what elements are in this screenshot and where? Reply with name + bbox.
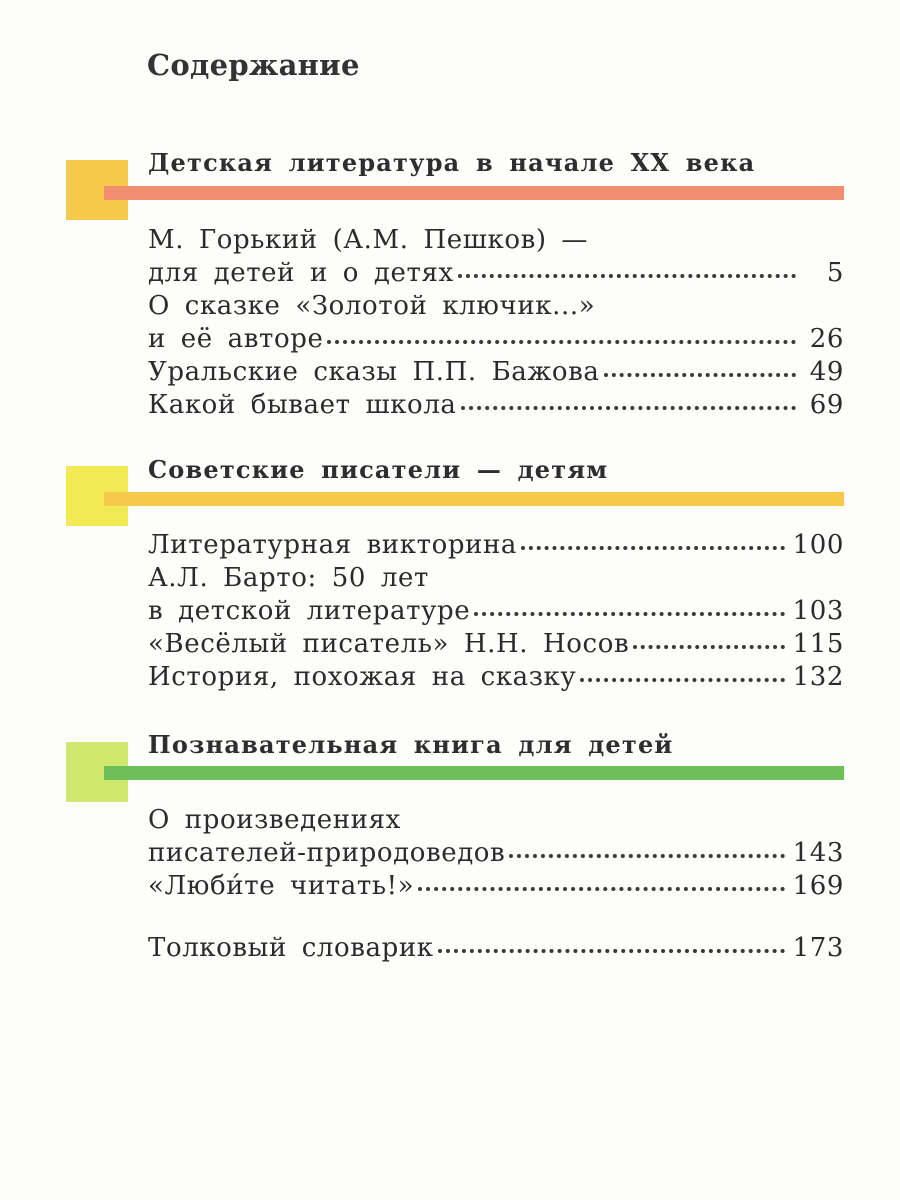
page-number: 26 [809, 324, 844, 354]
entry-line [148, 257, 844, 290]
section-1-bar [104, 186, 844, 200]
page-number: 69 [809, 390, 844, 420]
leader-dots [521, 546, 785, 550]
entry-text: и её авторе [148, 324, 324, 354]
page-number: 100 [792, 530, 844, 560]
entry-text: писателей-природоведов [148, 838, 506, 868]
leader-dots [474, 612, 784, 616]
entry-line [148, 804, 844, 837]
entry-text: «Люби́те читать!» [148, 871, 415, 901]
entry-text: Толковый словарик [148, 933, 434, 963]
leader-dots [580, 678, 784, 682]
entry-line [148, 389, 844, 422]
entry-text: Уральские сказы П.П. Бажова [148, 357, 600, 387]
section-2-entries [148, 529, 844, 694]
section-3-bar [104, 766, 844, 780]
entry-line [148, 529, 844, 562]
entry-line [148, 661, 844, 694]
entry-text: Литературная викторина [148, 530, 518, 560]
page-number: 132 [792, 662, 844, 692]
entry-text: в детской литературе [148, 596, 471, 626]
page-title: Содержание [147, 48, 360, 82]
leader-dots [458, 274, 796, 278]
entry-line [148, 562, 844, 595]
leader-dots [418, 887, 784, 891]
page-number: 115 [792, 629, 844, 659]
entry-line [148, 323, 844, 356]
section-1-entries [148, 224, 844, 422]
leader-dots [604, 373, 796, 377]
entry-line [148, 628, 844, 661]
leader-dots [461, 406, 796, 410]
entry-text: О сказке «Золотой ключик...» [148, 291, 596, 321]
page-number: 143 [792, 838, 844, 868]
entry-text: О произведениях [148, 805, 401, 835]
entry-line [148, 356, 844, 389]
page-number: 173 [792, 933, 844, 963]
leader-dots [438, 949, 785, 953]
leader-dots [327, 340, 796, 344]
page-number: 103 [792, 596, 844, 626]
section-2-title: Советские писатели — детям [148, 455, 609, 484]
section-3-title: Познавательная книга для детей [148, 730, 674, 759]
entry-line [148, 224, 844, 257]
entry-text: «Весёлый писатель» Н.Н. Носов [148, 629, 630, 659]
section-1-title: Детская литература в начале XX века [148, 148, 756, 177]
entry-line [148, 290, 844, 323]
page-number: 169 [792, 871, 844, 901]
leader-dots [633, 645, 784, 649]
leader-dots [509, 854, 784, 858]
entry-text: для детей и о детях [148, 258, 454, 288]
entry-text: М. Горький (А.М. Пешков) — [148, 225, 589, 255]
entry-line [148, 595, 844, 628]
entry-line [148, 932, 844, 965]
page-number: 49 [809, 357, 844, 387]
entry-text: Какой бывает школа [148, 390, 457, 420]
entry-text: История, похожая на сказку [148, 662, 577, 692]
section-2-bar [104, 492, 844, 506]
entry-line [148, 870, 844, 903]
entry-text: А.Л. Барто: 50 лет [148, 563, 429, 593]
page-number: 5 [826, 258, 844, 288]
section-3-entries [148, 804, 844, 903]
entry-line [148, 837, 844, 870]
appendix-entry [148, 932, 844, 965]
